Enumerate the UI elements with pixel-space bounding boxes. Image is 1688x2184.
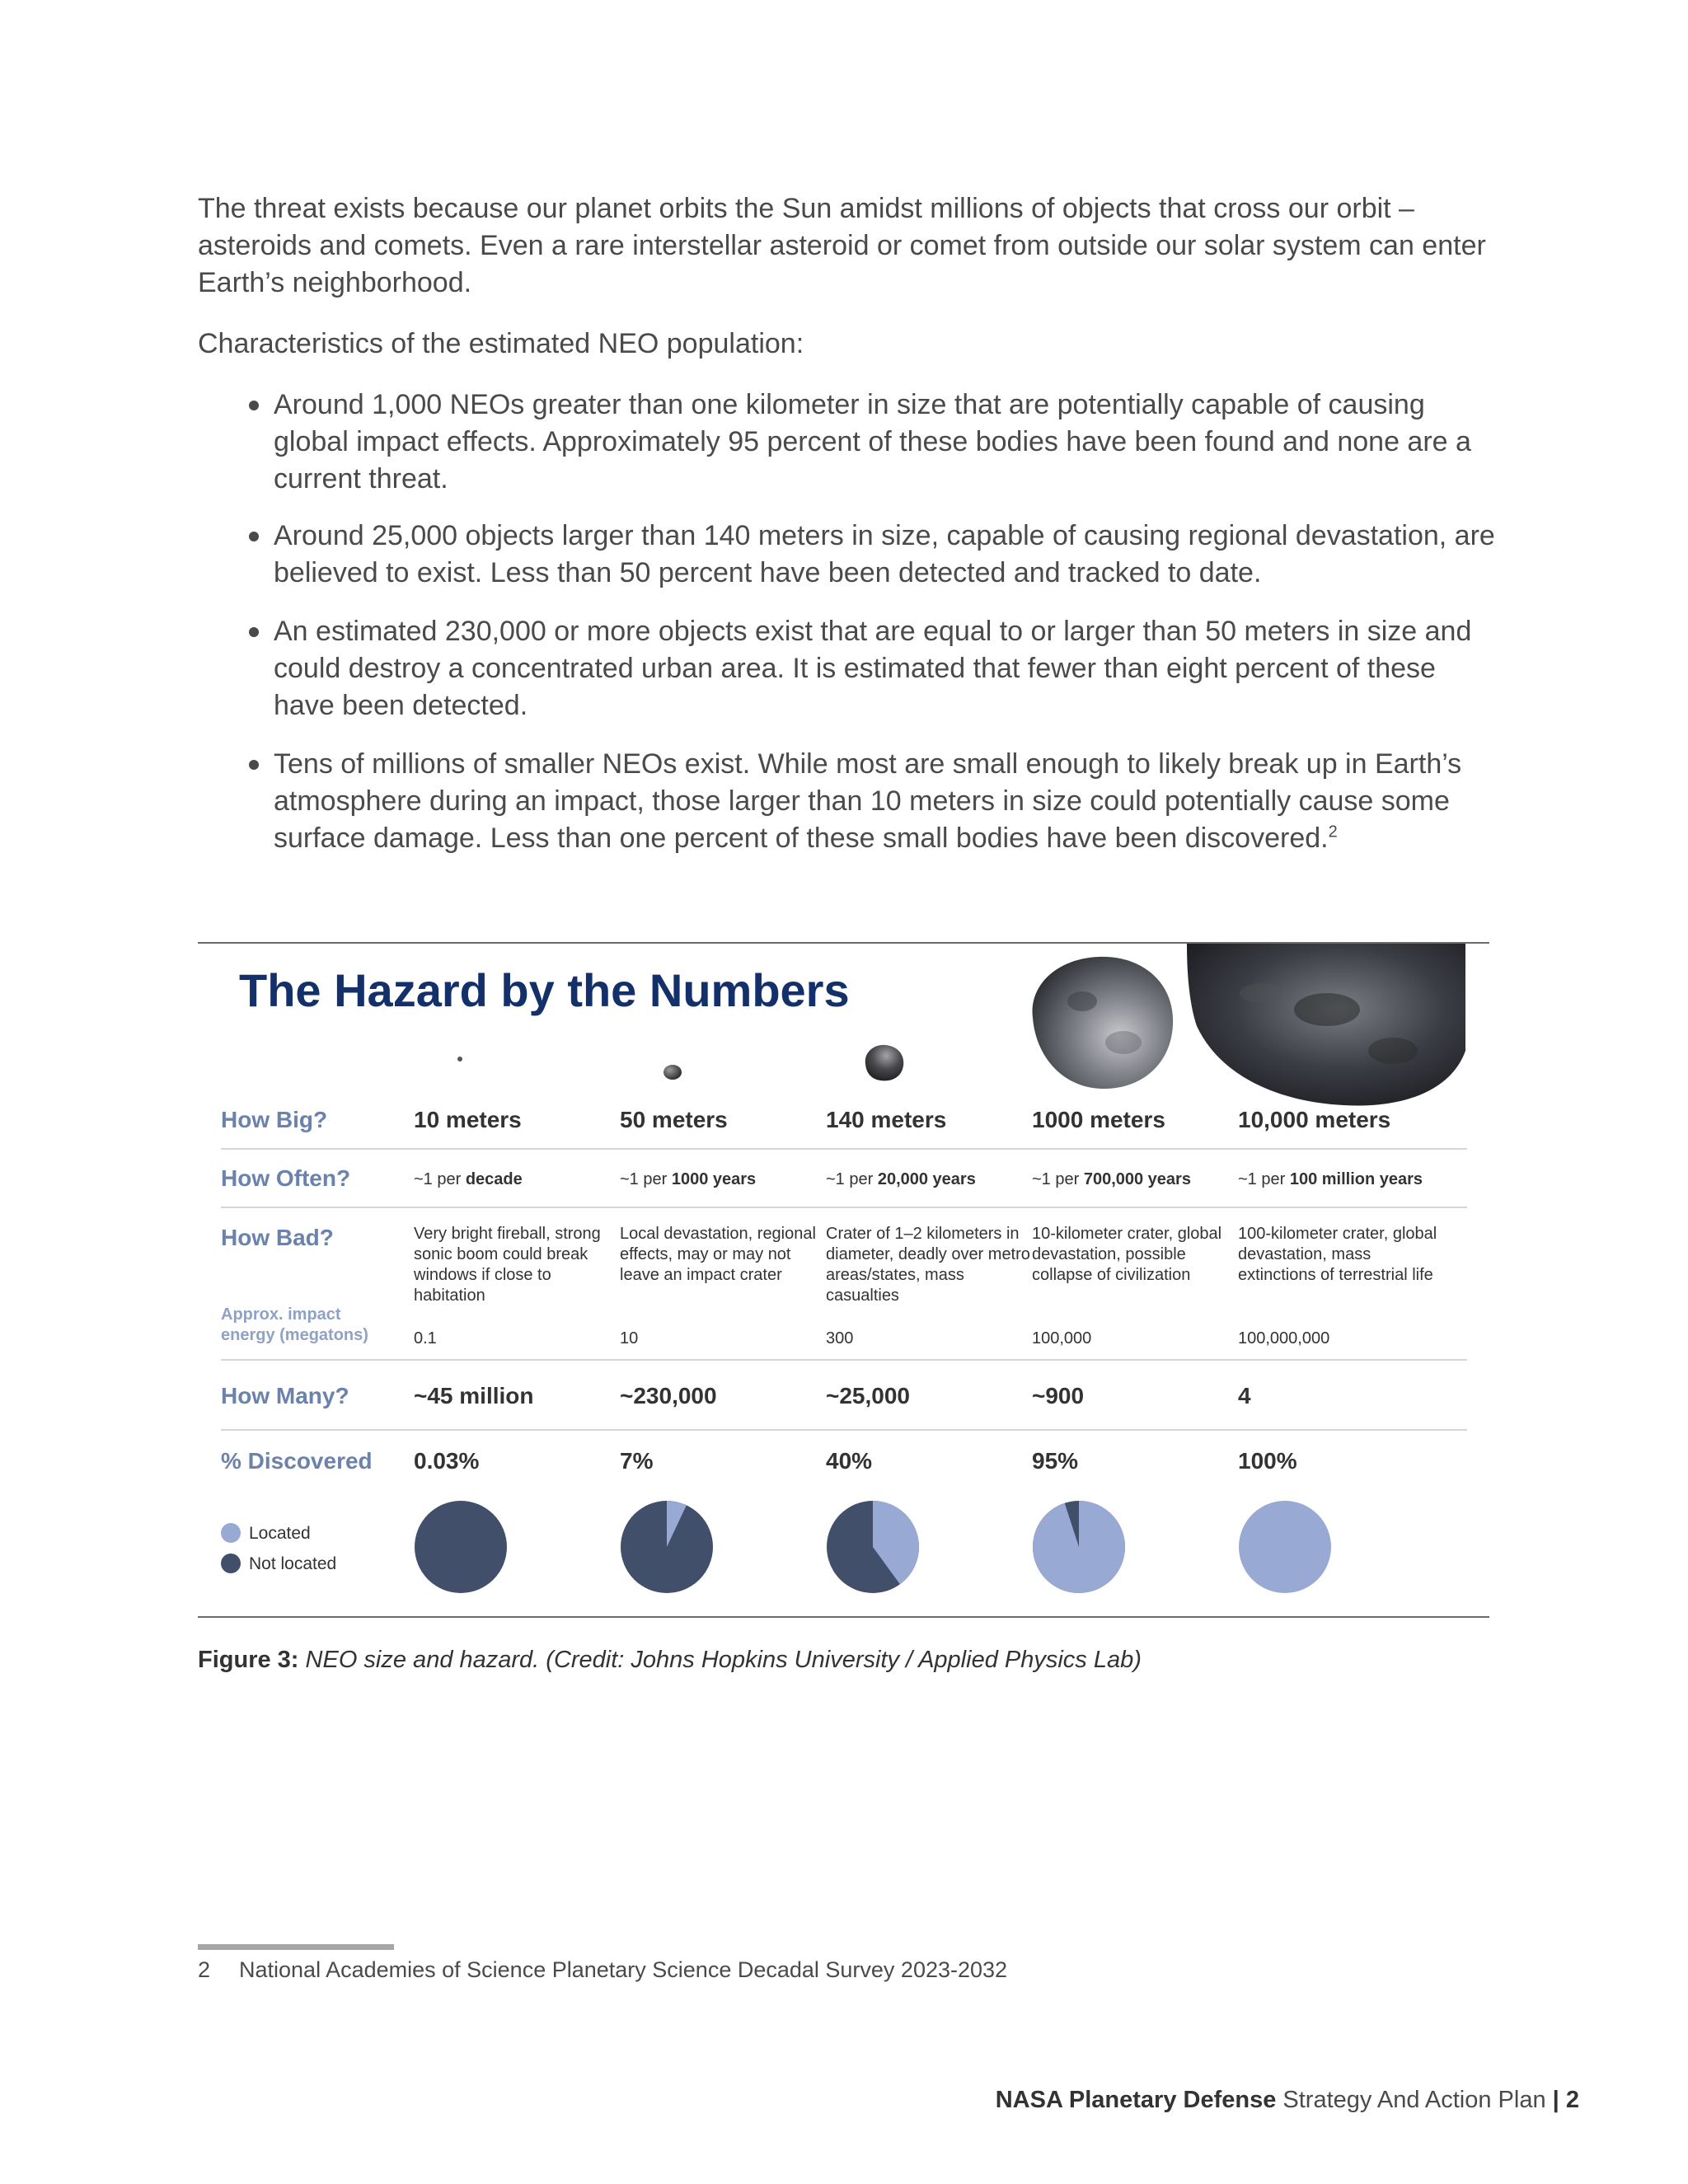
footnote-rule: [198, 1944, 394, 1950]
energy-10m: 0.1: [414, 1329, 437, 1347]
energy-1000m: 100,000: [1032, 1329, 1092, 1347]
effects-10m: Very bright fireball, strong sonic boom could break windows if close to habitation: [414, 1225, 601, 1305]
bullet-item-3: An estimated 230,000 or more objects exist that are equal to or larger than 50 meters in size and could destroy a concentrated urban area. It is estimated that fewer than eight percent of these have been detected.: [274, 613, 1502, 724]
legend-not-located-swatch: [221, 1554, 241, 1573]
population-heading: Characteristics of the estimated NEO population:: [198, 328, 804, 359]
pie-chart-10000m: [1238, 1500, 1332, 1594]
bullet-item-2: Around 25,000 objects larger than 140 meters in size, capable of causing regional devastation, are believed to exist. Less than 50 percent have been detected and tracked to date.: [274, 518, 1502, 592]
energy-10000m: 100,000,000: [1238, 1329, 1330, 1347]
size-140m: 140 meters: [826, 1107, 947, 1132]
size-10000m: 10,000 meters: [1238, 1107, 1391, 1132]
energy-50m: 10: [620, 1329, 639, 1347]
figure-caption: Figure 3: NEO size and hazard. (Credit: Johns Hopkins University / Applied Physics Lab): [198, 1647, 1142, 1673]
table-separator: [221, 1359, 1467, 1361]
size-1000m: 1000 meters: [1032, 1107, 1165, 1132]
frequency-10000m: ~1 per 100 million years: [1238, 1170, 1423, 1188]
pie-chart-1000m: [1032, 1500, 1126, 1594]
asteroid-140m-image: [860, 1041, 907, 1084]
asteroid-10000m-image: [1187, 944, 1465, 1108]
effects-10000m: 100-kilometer crater, global devastation, mass extinctions of terrestrial life: [1238, 1225, 1437, 1284]
asteroid-10m-image: [456, 1055, 464, 1063]
label-how-many: How Many?: [221, 1383, 349, 1408]
label-how-often: How Often?: [221, 1165, 351, 1191]
figure-bottom-rule: [198, 1616, 1489, 1618]
energy-140m: 300: [826, 1329, 854, 1347]
count-140m: ~25,000: [826, 1383, 910, 1408]
figure-title: The Hazard by the Numbers: [239, 964, 850, 1016]
size-50m: 50 meters: [620, 1107, 728, 1132]
label-discovered: % Discovered: [221, 1448, 373, 1474]
pie-chart-140m: [826, 1500, 920, 1594]
bullet-dot: [249, 532, 259, 541]
discovered-50m: 7%: [620, 1448, 654, 1474]
table-separator: [221, 1429, 1467, 1431]
legend-located-swatch: [221, 1523, 241, 1543]
discovered-10000m: 100%: [1238, 1448, 1297, 1474]
bullet-item-1: Around 1,000 NEOs greater than one kilometer in size that are potentially capable of causing global impact effects. Approximately 95 percent of these bodies have been found and none are a current threat.: [274, 387, 1502, 498]
pie-slice-not-located: [415, 1501, 507, 1593]
count-50m: ~230,000: [620, 1383, 717, 1408]
label-how-big: How Big?: [221, 1107, 328, 1132]
effects-1000m: 10-kilometer crater, global devastation, possible collapse of civilization: [1032, 1225, 1222, 1284]
table-separator: [221, 1148, 1467, 1150]
pie-slice-located: [1033, 1501, 1125, 1593]
pie-chart-50m: [620, 1500, 714, 1594]
frequency-50m: ~1 per 1000 years: [620, 1170, 757, 1188]
frequency-10m: ~1 per decade: [414, 1170, 523, 1188]
effects-140m: Crater of 1–2 kilometers in diameter, deadly over metro areas/states, mass casualties: [826, 1225, 1030, 1305]
size-10m: 10 meters: [414, 1107, 522, 1132]
bullet-item-4: Tens of millions of smaller NEOs exist. While most are small enough to likely break up in Earth’s atmosphere during an impact, those larger than 10 meters in size could potentially cause some surface damage. Less than one percent of these small bodies have been discovered.$^2$: [274, 746, 1502, 857]
intro-paragraph: The threat exists because our planet orbits the Sun amidst millions of objects that cross our orbit – asteroids and comets. Even a rare interstellar asteroid or comet from outside our solar system can enter Earth’s neighborhood.: [198, 193, 1486, 298]
table-separator: [221, 1207, 1467, 1208]
footnote-ref[interactable]: 2: [1328, 823, 1338, 841]
bullet-dot: [249, 760, 259, 770]
bullet-dot: [249, 627, 259, 637]
count-1000m: ~900: [1032, 1383, 1085, 1408]
asteroid-1000m-image: [1025, 952, 1178, 1092]
pie-slice-located: [1239, 1501, 1331, 1593]
bullet-dot: [249, 401, 259, 410]
frequency-1000m: ~1 per 700,000 years: [1032, 1170, 1191, 1188]
label-how-bad: How Bad?: [221, 1225, 334, 1250]
pie-chart-10m: [414, 1500, 508, 1594]
page-footer: NASA Planetary Defense Strategy And Action Plan | 2: [995, 2087, 1579, 2113]
count-10m: ~45 million: [414, 1383, 534, 1408]
frequency-140m: ~1 per 20,000 years: [826, 1170, 976, 1188]
discovered-140m: 40%: [826, 1448, 873, 1474]
count-10000m: 4: [1238, 1383, 1251, 1408]
asteroid-50m-image: [663, 1062, 682, 1082]
legend-located-label: Located: [249, 1524, 311, 1543]
label-impact-energy: Approx. impact energy (megatons): [221, 1305, 368, 1344]
discovered-1000m: 95%: [1032, 1448, 1079, 1474]
effects-50m: Local devastation, regional effects, may or may not leave an impact crater: [620, 1225, 816, 1284]
discovered-10m: 0.03%: [414, 1448, 480, 1474]
legend-not-located-label: Not located: [249, 1554, 337, 1573]
footnote: 2 National Academies of Science Planetary Science Decadal Survey 2023-2032: [198, 1957, 1008, 1982]
